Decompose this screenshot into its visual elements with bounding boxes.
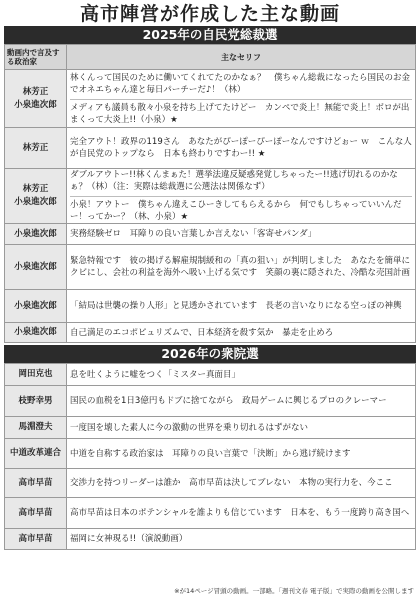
quote-cell <box>67 439 416 469</box>
quote-cell <box>67 224 416 245</box>
table-row <box>5 417 416 439</box>
quote-text: 福岡に女神現る!!（演説動画） <box>70 534 188 544</box>
table-row <box>5 439 416 469</box>
speaker-name: 高市早苗 <box>18 507 53 518</box>
table-row <box>5 290 416 323</box>
table-body-2026 <box>5 364 416 550</box>
speaker-cell <box>5 529 67 550</box>
quote-cell <box>67 128 416 169</box>
quote-text: 緊急特報です 彼の掲げる解雇規制緩和の「真の狙い」が判明しました あなたを簡単にクビにし、会社の利益を海外へ吸い上げる気です 笑顔の裏に隠された、冷酷な売国計画 <box>70 256 411 278</box>
footnote: ※が14ページ冒頭の動画。一部略。「週刊文春 電子版」で実際の動画を公開します <box>174 587 414 595</box>
table-row <box>5 498 416 529</box>
quote-text: 完全アウト！政界の119さん あなたがぴーぽーぴーぽーなんですけどぉー ｗ こんな人が自民党のトップなら 日本も終わりですわー!! ★ <box>70 137 412 159</box>
quote-cell <box>67 323 416 343</box>
speaker-cell <box>5 245 67 290</box>
table-2025 <box>4 44 416 343</box>
table-row <box>5 386 416 417</box>
quote-text: 小泉！アウトー 僕ちゃん違えこひーきしてもらえるから 何でもしちゃっていいんだー！ってかー？（林、小泉）★ <box>70 200 402 222</box>
speaker-name: 小泉進次郎 <box>14 197 57 207</box>
table-row <box>5 323 416 343</box>
quote-cell <box>67 386 416 417</box>
quote-cell <box>67 70 416 128</box>
speaker-cell <box>5 386 67 417</box>
quote-cell <box>67 364 416 386</box>
quote-text: 交渉力を持つリーダーは誰か 高市早苗は決してブレない 本物の実行力を、今ここ <box>70 478 393 488</box>
speaker-cell <box>5 364 67 386</box>
quote-text: 国民の血税を1日3億円もドブに捨てながら 政局ゲームに興じるプロのクレーマー <box>70 396 387 406</box>
speaker-name: 枝野幸男 <box>18 395 53 406</box>
table-row <box>5 70 416 128</box>
quote-cell <box>67 469 416 498</box>
speaker-name: 小泉進次郎 <box>14 99 57 110</box>
table-2026 <box>4 363 416 550</box>
speaker-name: 林芳正 <box>22 142 49 153</box>
section-title-2025: 2025年の自民党総裁選 <box>4 26 416 44</box>
quote-text: 高市早苗は日本のポテンシャルを誰よりも信じています 日本を、もう一度跨り高き国へ <box>70 508 410 518</box>
quote-text: 林くんって国民のために働いてくれてたのかなぁ？ 僕ちゃん総裁になったら国民のお金でオネエちゃん達と毎日パーチーだ♪！（林） <box>70 72 411 95</box>
quote-cell <box>67 290 416 323</box>
speaker-name: 高市早苗 <box>18 477 53 488</box>
quote-text: 息を吐くように嘘をつく「ミスター真面目」 <box>70 369 241 380</box>
section-title-2026: 2026年の衆院選 <box>4 345 416 363</box>
speaker-name: 中道改革連合 <box>9 448 61 458</box>
table-row <box>5 128 416 169</box>
table-row <box>5 224 416 245</box>
speaker-name: 高市早苗 <box>18 533 53 544</box>
quote-divider <box>70 196 412 197</box>
speaker-name: 小泉進次郎 <box>14 228 57 239</box>
speaker-cell <box>5 290 67 323</box>
speaker-name: 林芳正 <box>22 86 49 97</box>
quote-text: メディアも議員も散々小泉を持ち上げてたけどー カンペで炎上！無能で炎上！ボロが出まくって大炎上!!（小泉）★ <box>70 102 410 125</box>
speaker-cell <box>5 498 67 529</box>
speaker-name: 林芳正 <box>22 184 49 194</box>
speaker-name: 馬淵澄夫 <box>18 422 53 432</box>
quote-text: 一度国を壊した素人に今の激動の世界を乗り切れるはずがない <box>70 422 309 433</box>
speaker-cell <box>5 439 67 469</box>
quote-cell <box>67 417 416 439</box>
quote-cell <box>67 245 416 290</box>
quote-text: 「結局は世襲の操り人形」と見透かされています 長老の言いなりになる空っぽの神輿 <box>70 301 402 311</box>
speaker-cell <box>5 224 67 245</box>
speaker-name: 小泉進次郎 <box>14 261 57 272</box>
page-title: 高市陣営が作成した主な動画 <box>79 3 340 25</box>
table-row <box>5 245 416 290</box>
quote-cell <box>67 529 416 550</box>
speaker-name: 岡田克也 <box>18 369 53 379</box>
speaker-cell <box>5 323 67 343</box>
table-header-row <box>5 45 416 70</box>
table-row <box>5 469 416 498</box>
quote-cell <box>67 498 416 529</box>
speaker-cell <box>5 169 67 224</box>
speaker-cell <box>5 128 67 169</box>
quote-divider <box>70 99 412 100</box>
speaker-name: 小泉進次郎 <box>14 327 57 337</box>
table-row <box>5 169 416 224</box>
quote-text: 自己満足のエコポピュリズムで、日本経済を殺す気か 暴走を止めろ <box>70 327 334 338</box>
table-row <box>5 364 416 386</box>
header-speaker: 動画内で言及する政治家 <box>5 45 67 70</box>
quote-text: 中道を自称する政治家は 耳障りの良い言葉で「決断」から逃げ続けます <box>70 448 351 459</box>
header-line: 主なセリフ <box>67 45 416 70</box>
quote-text: 実務経験ゼロ 耳障りの良い言葉しか言えない「客寄せパンダ」 <box>70 229 317 239</box>
table-body-2025 <box>5 70 416 343</box>
speaker-cell <box>5 417 67 439</box>
quote-cell <box>67 169 416 224</box>
speaker-name: 小泉進次郎 <box>14 300 57 311</box>
table-row <box>5 529 416 550</box>
quote-text: ダブルアウトー!!林くんまぁた！選挙法違反疑惑発覚しちゃったー!!逃げ切れるのかなぁ？（林）（注：実際は総裁選に公選法は関係なず） <box>70 170 398 192</box>
speaker-cell <box>5 469 67 498</box>
speaker-cell <box>5 70 67 128</box>
